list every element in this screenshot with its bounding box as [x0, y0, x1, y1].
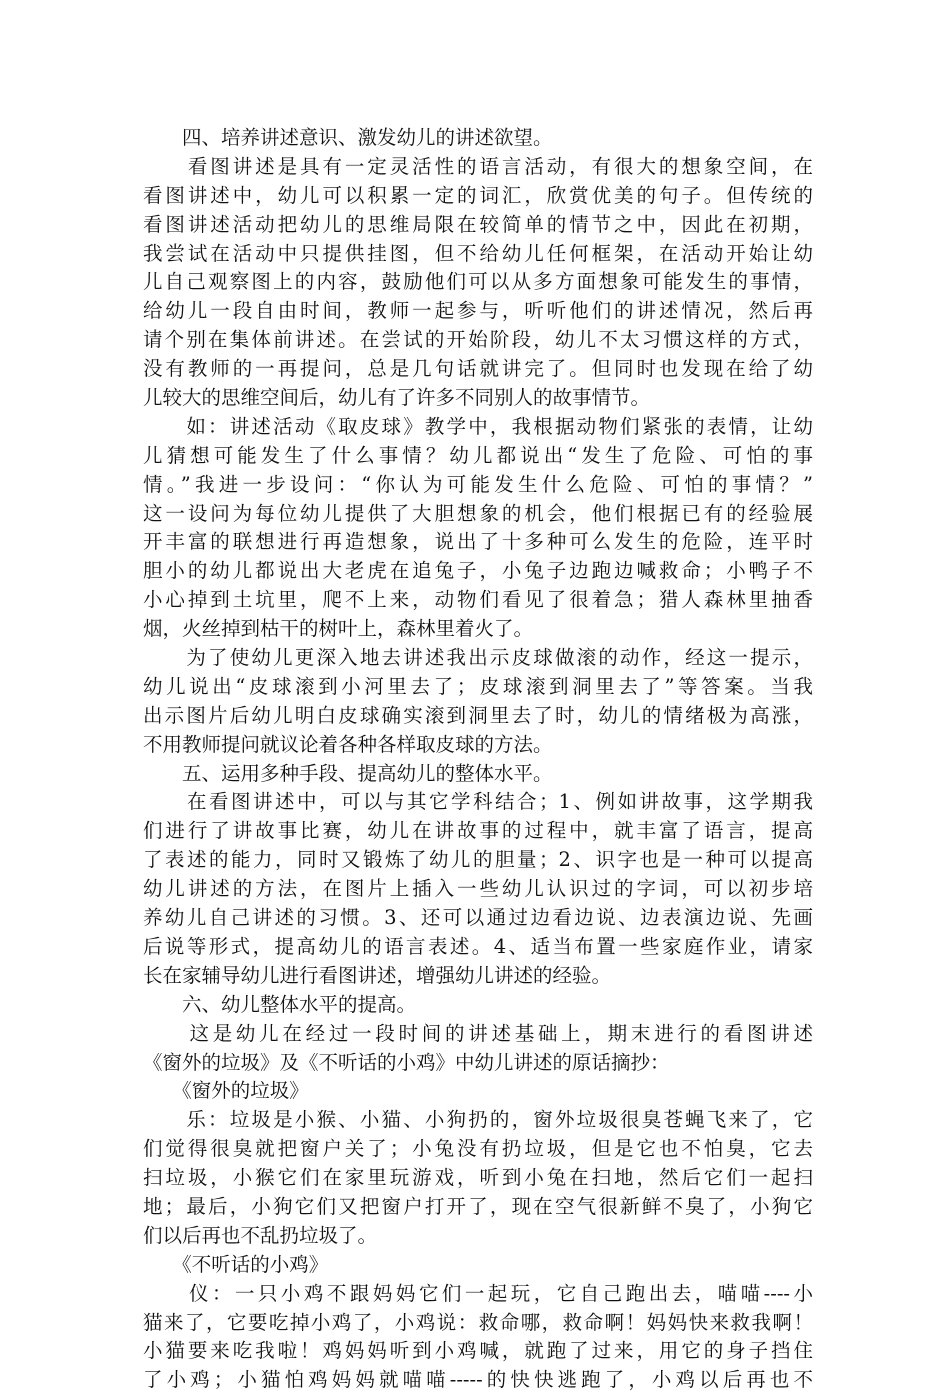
- text-line: 《窗外的垃圾》及《不听话的小鸡》中幼儿讲述的原话摘抄：: [143, 1050, 670, 1074]
- text-line: 如：讲述活动《取皮球》教学中，我根据动物们紧张的表情，让幼: [143, 414, 813, 438]
- text-line: 长在家辅导幼儿进行看图讲述，增强幼儿讲述的经验。: [143, 963, 612, 987]
- text-line: 小心掉到土坑里，爬不上来，动物们看见了很着急；猎人森林里抽香: [143, 588, 813, 612]
- text-line: 们觉得很臭就把窗户关了；小兔没有扔垃圾，但是它也不怕臭，它去: [143, 1137, 813, 1161]
- text-line: 烟，火丝掉到枯干的树叶上，森林里着火了。: [143, 617, 534, 641]
- text-line: 不用教师提问就议论着各种各样取皮球的方法。: [143, 732, 553, 756]
- text-line: 《窗外的垃圾》: [143, 1079, 309, 1103]
- text-line: 为了使幼儿更深入地去讲述我出示皮球做滚的动作，经这一提示，: [143, 646, 813, 670]
- text-line: 后说等形式，提高幼儿的语言表述。4、适当布置一些家庭作业，请家: [143, 934, 813, 958]
- text-line: 仪：一只小鸡不跟妈妈它们一起玩，它自己跑出去，喵喵----小: [143, 1281, 813, 1305]
- text-line: 儿较大的思维空间后，幼儿有了许多不同别人的故事情节。: [143, 386, 651, 410]
- text-line: 扫垃圾，小猴它们在家里玩游戏，听到小兔在扫地，然后它们一起扫: [143, 1166, 813, 1190]
- text-line: 了小鸡；小猫怕鸡妈妈就喵喵-----的快快逃跑了，小鸡以后再也不: [143, 1368, 813, 1392]
- text-line: 猫来了，它要吃掉小鸡了，小鸡说：救命哪，救命啊！妈妈快来救我啊！: [143, 1310, 813, 1334]
- text-line: 看图讲述是具有一定灵活性的语言活动，有很大的想象空间，在: [143, 154, 813, 178]
- text-line: 四、培养讲述意识、激发幼儿的讲述欲望。: [143, 126, 553, 149]
- text-line: 们以后再也不乱扔垃圾了。: [143, 1223, 378, 1247]
- text-line: 了表述的能力，同时又锻炼了幼儿的胆量；2、识字也是一种可以提高: [143, 848, 813, 872]
- text-line: 儿猜想可能发生了什么事情？幼儿都说出“发生了危险、可怕的事: [143, 443, 813, 467]
- text-line: 五、运用多种手段、提高幼儿的整体水平。: [143, 761, 553, 785]
- text-line: 没有教师的一再提问，总是几句话就讲完了。但同时也发现在给了幼: [143, 357, 813, 381]
- text-line: 幼儿说出“皮球滚到小河里去了；皮球滚到洞里去了”等答案。当我: [143, 674, 813, 698]
- text-line: 出示图片后幼儿明白皮球确实滚到洞里去了时，幼儿的情绪极为高涨，: [143, 703, 813, 727]
- text-line: 看图讲述中，幼儿可以积累一定的词汇，欣赏优美的句子。但传统的: [143, 183, 813, 207]
- text-line: 在看图讲述中，可以与其它学科结合；1、例如讲故事，这学期我: [143, 790, 813, 814]
- text-line: 给幼儿一段自由时间，教师一起参与，听听他们的讲述情况，然后再: [143, 299, 813, 323]
- text-line: 胆小的幼儿都说出大老虎在追兔子，小兔子边跑边喊救命；小鸭子不: [143, 559, 813, 583]
- text-line: 六、幼儿整体水平的提高。: [143, 992, 417, 1016]
- text-line: 《不听话的小鸡》: [143, 1252, 329, 1276]
- text-line: 地；最后，小狗它们又把窗户打开了，现在空气很新鲜不臭了，小狗它: [143, 1194, 813, 1218]
- text-line: 我尝试在活动中只提供挂图，但不给幼儿任何框架，在活动开始让幼: [143, 241, 813, 265]
- text-line: 养幼儿自己讲述的习惯。3、还可以通过边看边说、边表演边说、先画: [143, 906, 813, 930]
- text-line: 请个别在集体前讲述。在尝试的开始阶段，幼儿不太习惯这样的方式，: [143, 328, 813, 352]
- text-line: 这一设问为每位幼儿提供了大胆想象的机会，他们根据已有的经验展: [143, 501, 813, 525]
- text-line: 幼儿讲述的方法，在图片上插入一些幼儿认识过的字词，可以初步培: [143, 877, 813, 901]
- document-body: [143, 124, 813, 1395]
- text-line: 小猫要来吃我啦！鸡妈妈听到小鸡喊，就跑了过来，用它的身子挡住: [143, 1339, 813, 1363]
- text-line: 儿自己观察图上的内容，鼓励他们可以从多方面想象可能发生的事情，: [143, 270, 813, 294]
- text-line: 看图讲述活动把幼儿的思维局限在较简单的情节之中，因此在初期，: [143, 212, 813, 236]
- text-line: 乐：垃圾是小猴、小猫、小狗扔的，窗外垃圾很臭苍蝇飞来了，它: [143, 1108, 813, 1132]
- text-line: 们进行了讲故事比赛，幼儿在讲故事的过程中，就丰富了语言，提高: [143, 819, 813, 843]
- text-line: 情。”我进一步设问：“你认为可能发生什么危险、可怕的事情？”: [143, 472, 813, 496]
- text-line: 这是幼儿在经过一段时间的讲述基础上，期末进行的看图讲述: [143, 1021, 813, 1045]
- text-line: 开丰富的联想进行再造想象，说出了十多种可么发生的危险，连平时: [143, 530, 813, 554]
